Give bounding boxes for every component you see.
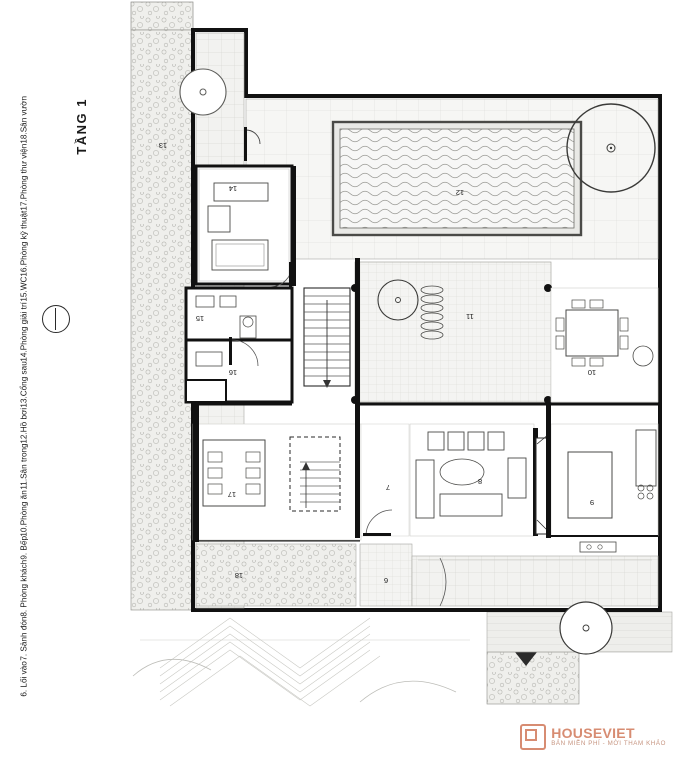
legend-item: 7. Sảnh đón	[19, 616, 29, 662]
houseviet-logo-icon	[520, 724, 546, 750]
legend	[18, 90, 138, 697]
legend-item: 18.Sân vườn	[19, 96, 29, 144]
drawing-title: TẦNG 1	[74, 98, 89, 155]
legend-item: 16.Phòng kỹ thuật	[19, 210, 29, 277]
room-number: 6	[383, 576, 389, 585]
room-number: 14	[228, 184, 238, 193]
room-number: 15	[195, 314, 205, 323]
legend-item: 15.WC	[19, 276, 29, 302]
watermark-brand: HOUSEVIET	[551, 725, 635, 742]
room-number: 18	[234, 571, 244, 580]
legend-item: 17.Phòng thư viện	[19, 143, 29, 211]
room-number: 16	[228, 368, 238, 377]
legend-item: 9. Bếp	[19, 536, 29, 561]
north-compass-icon	[42, 305, 70, 333]
room-number: 11	[466, 312, 474, 321]
room-number: 8	[477, 477, 483, 486]
watermark-tagline: BẢN MIỄN PHÍ - MỜI THAM KHẢO	[551, 740, 666, 748]
legend-item: 12.Hồ bơi	[19, 407, 29, 444]
legend-item: 13.Cổng sau	[19, 361, 29, 408]
legend-item: 14.Phòng giải trí	[19, 301, 29, 362]
room-number: 9	[589, 498, 595, 507]
watermark	[520, 724, 666, 750]
legend-item: 10.Phòng ăn	[19, 489, 29, 537]
legend-item: 11.Sân trong	[19, 443, 29, 490]
legend-items	[18, 96, 30, 697]
legend-item: 8. Phòng khách	[19, 560, 29, 617]
room-number: 17	[227, 490, 237, 499]
room-number: 13	[158, 141, 168, 150]
room-number: 10	[587, 368, 597, 377]
legend-item: 6. Lối vào	[19, 661, 29, 697]
room-number: 7	[385, 483, 391, 492]
room-number: 12	[455, 188, 465, 197]
